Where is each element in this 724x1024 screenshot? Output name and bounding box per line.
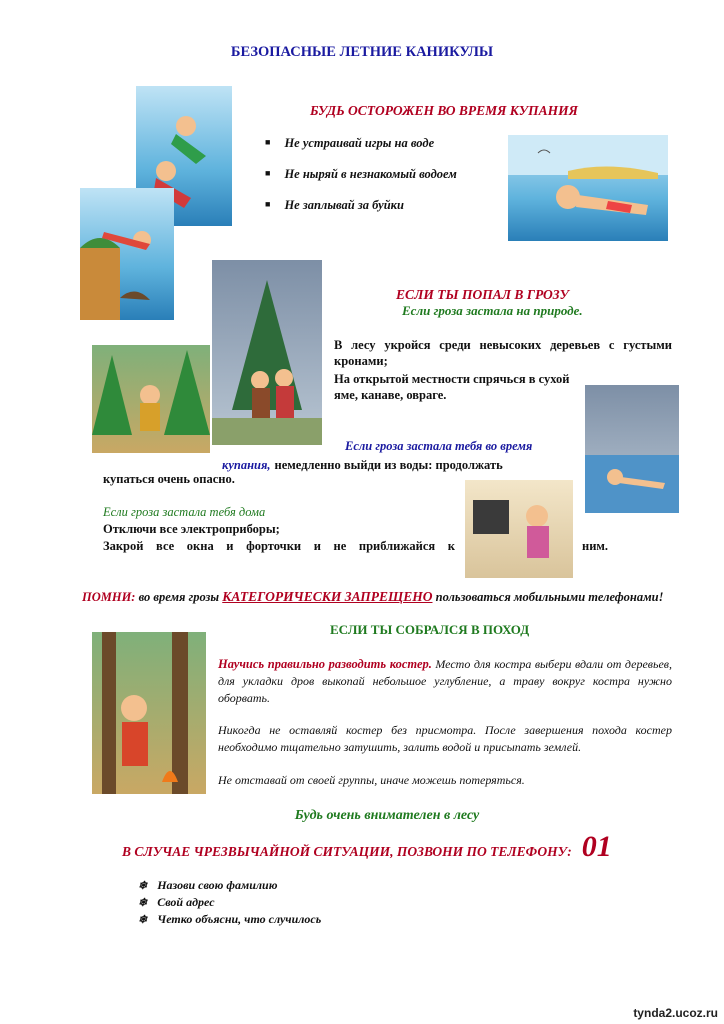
list-item: ■ Не заплывай за буйки bbox=[265, 198, 457, 213]
swimming-boy-illustration bbox=[508, 135, 668, 241]
list-item: ❄ Назови свою фамилию bbox=[138, 878, 278, 892]
emergency-text: В СЛУЧАЕ ЧРЕЗВЫЧАЙНОЙ СИТУАЦИИ, ПОЗВОНИ ПО ТЕЛЕФОНУ: bbox=[122, 844, 572, 859]
remember-lead: ПОМНИ: bbox=[82, 590, 136, 604]
storm-nature-subheading: Если гроза застала на природе. bbox=[402, 303, 583, 318]
emergency-line bbox=[122, 830, 612, 864]
storm-nature-text-1: В лесу укройся среди невысоких деревьев с густыми кронами; bbox=[334, 338, 672, 368]
emergency-instructions-list bbox=[138, 878, 321, 929]
swimming-rules-list bbox=[265, 136, 457, 229]
storm-home-text-1: Отключи все электроприборы; bbox=[103, 522, 280, 536]
hike-fire-text: Место для костра выбери вдали от деревьев, для укладки дров выкопай небольшое углубление, а траву вокруг костра нужно оборвать. bbox=[218, 657, 672, 705]
storm-heading: ЕСЛИ ТЫ ПОПАЛ В ГРОЗУ bbox=[396, 287, 569, 302]
hike-fire-lead: Научись правильно разводить костер. bbox=[218, 657, 432, 671]
storm-nature-text-2: На открытой местности спрячься в сухой яме, канаве, овраге. bbox=[334, 372, 570, 402]
remember-part1: во время грозы bbox=[138, 590, 220, 604]
jumping-kid-illustration bbox=[80, 188, 174, 320]
storm-swim-line bbox=[222, 456, 503, 474]
hike-heading: ЕСЛИ ТЫ СОБРАЛСЯ В ПОХОД bbox=[330, 622, 530, 637]
boy-near-campfire-illustration bbox=[92, 632, 206, 794]
page-title: БЕЗОПАСНЫЕ ЛЕТНИЕ КАНИКУЛЫ bbox=[230, 44, 494, 60]
remember-warning bbox=[82, 588, 672, 606]
swimmers-in-storm-illustration bbox=[585, 385, 679, 513]
storm-home-text-2: Закрой все окна и форточки и не приближайся к bbox=[103, 539, 455, 553]
storm-home-text-3: ним. bbox=[582, 539, 609, 553]
kids-under-tree-in-rain-illustration bbox=[212, 260, 322, 445]
list-item: ■ Не ныряй в незнакомый водоем bbox=[265, 167, 457, 182]
emergency-number: 01 bbox=[581, 830, 612, 863]
remember-emphasis: КАТЕГОРИЧЕСКИ ЗАПРЕЩЕНО bbox=[222, 589, 433, 604]
hike-fire-paragraph bbox=[218, 656, 672, 707]
child-in-forest-illustration bbox=[92, 345, 210, 453]
site-watermark: tynda2.ucoz.ru bbox=[633, 1006, 718, 1020]
storm-home-lead: Если гроза застала тебя дома bbox=[103, 505, 266, 519]
boy-unplugging-appliance-illustration bbox=[465, 480, 573, 578]
list-item: ❄ Свой адрес bbox=[138, 895, 215, 909]
hike-leave-text: Никогда не оставляй костер без присмотра. После завершения похода костер необходимо тщательно затушить, залить водой и присыпать землей. bbox=[218, 723, 672, 754]
swimming-heading: БУДЬ ОСТОРОЖЕН ВО ВРЕМЯ КУПАНИЯ bbox=[310, 103, 578, 118]
storm-swim-lead-1: Если гроза застала тебя во время bbox=[345, 439, 533, 453]
forest-note: Будь очень внимателен в лесу bbox=[294, 808, 480, 823]
list-item: ❄ Четко объясни, что случилось bbox=[138, 912, 322, 926]
remember-part2: пользоваться мобильными телефонами! bbox=[435, 590, 664, 604]
storm-swim-lead-2: купания, bbox=[222, 458, 271, 472]
list-item: ■ Не устраивай игры на воде bbox=[265, 136, 457, 151]
storm-swim-text-2: купаться очень опасно. bbox=[103, 472, 235, 486]
hike-group-text: Не отставай от своей группы, иначе можешь потеряться. bbox=[218, 773, 525, 787]
storm-swim-text-1: немедленно выйди из воды: продолжать bbox=[274, 458, 503, 472]
